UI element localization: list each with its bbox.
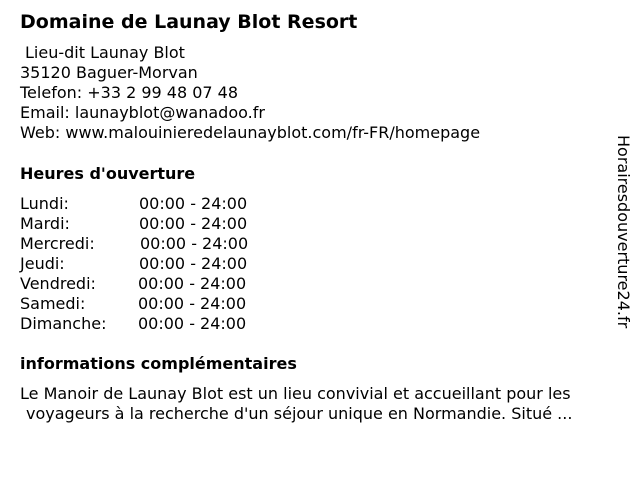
hours-row-tuesday [20, 214, 280, 234]
time-range: 00:00 - 24:00 [138, 314, 247, 333]
hours-table [20, 194, 280, 334]
hours-row-monday [20, 194, 280, 214]
day-label: Samedi: [20, 294, 86, 313]
address-city: 35120 Baguer-Morvan [20, 63, 198, 82]
hours-heading: Heures d'ouverture [20, 164, 196, 183]
hours-row-saturday [20, 294, 280, 314]
hours-row-thursday [20, 254, 280, 274]
description-line: voyageurs à la recherche d'un séjour unique en Normandie. Situé ... [26, 404, 573, 423]
hours-row-sunday [20, 314, 280, 334]
time-range: 00:00 - 24:00 [140, 234, 249, 253]
time-range: 00:00 - 24:00 [139, 254, 248, 273]
day-label: Mercredi: [20, 234, 95, 253]
day-label: Dimanche: [20, 314, 107, 333]
contact-block [20, 43, 480, 143]
email-line: Email: launayblot@wanadoo.fr [20, 103, 265, 122]
page-title: Domaine de Launay Blot Resort [20, 11, 358, 33]
time-range: 00:00 - 24:00 [138, 274, 247, 293]
time-range: 00:00 - 24:00 [138, 294, 247, 313]
address-street: Lieu-dit Launay Blot [25, 43, 185, 62]
day-label: Jeudi: [20, 254, 65, 273]
day-label: Lundi: [20, 194, 69, 213]
description [20, 384, 624, 424]
phone-line: Telefon: +33 2 99 48 07 48 [20, 83, 239, 102]
day-label: Mardi: [20, 214, 70, 233]
side-brand-watermark: Horairesdouverture24.fr [614, 135, 633, 329]
day-label: Vendredi: [20, 274, 96, 293]
info-heading: informations complémentaires [20, 354, 297, 373]
website-line: Web: www.malouinieredelaunayblot.com/fr-FR/homepage [20, 123, 481, 142]
hours-row-wednesday [20, 234, 280, 254]
hours-row-friday [20, 274, 280, 294]
description-line: Le Manoir de Launay Blot est un lieu convivial et accueillant pour les [20, 384, 571, 403]
time-range: 00:00 - 24:00 [139, 214, 248, 233]
time-range: 00:00 - 24:00 [139, 194, 248, 213]
